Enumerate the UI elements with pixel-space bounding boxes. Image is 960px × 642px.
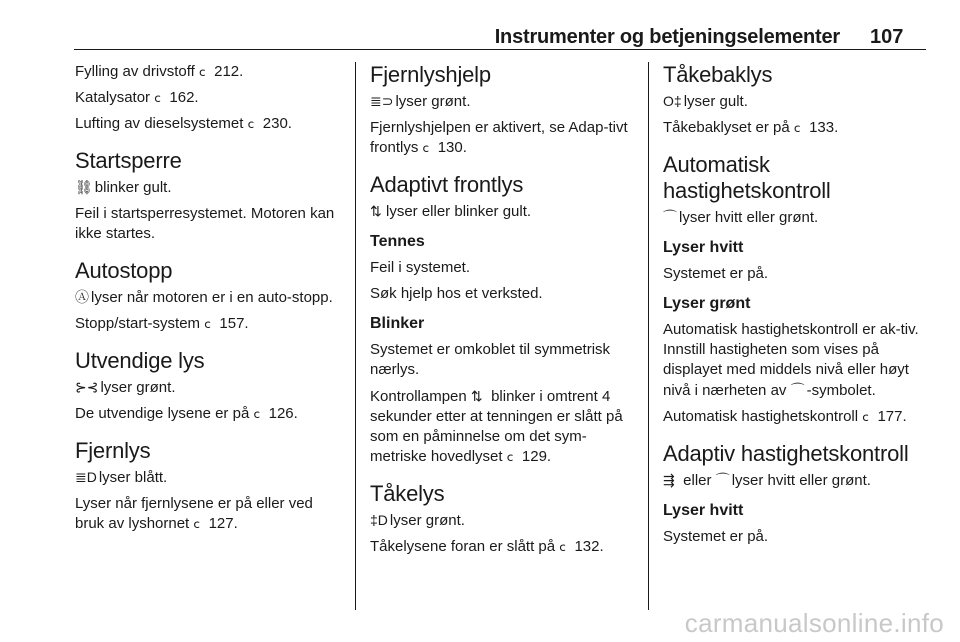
heading-takebaklys: Tåkebaklys	[663, 62, 773, 87]
ref-line-stopstart	[75, 314, 343, 334]
status-text: lyser gult.	[683, 93, 748, 110]
adaptive-cruise-icon: ⇶	[663, 472, 675, 488]
immobiliser-icon: ⛓	[75, 179, 93, 195]
ref-line-text: Kontrollampen	[370, 388, 467, 405]
cruise-control-icon: ⌒	[790, 382, 805, 398]
subheading-lyser-hvitt: Lyser hvitt	[663, 239, 744, 256]
status-line	[663, 91, 935, 112]
ref-line-high-beam	[75, 494, 343, 534]
ref-line-text: Lufting av dieselsystemet	[75, 115, 244, 132]
page-ref-arrow-icon: ⅽ	[253, 407, 261, 421]
ref-line-rear-fog	[663, 118, 935, 138]
status-text: eller	[683, 472, 712, 489]
heading-takelys: Tåkelys	[370, 481, 445, 506]
cruise-control-icon: ⌒	[663, 209, 677, 225]
heading-adaptiv-hastighetskontroll: Adaptiv hastighetskontroll	[663, 441, 909, 466]
page-ref-arrow-icon: ⅽ	[793, 121, 801, 135]
column-1	[75, 62, 343, 540]
status-line	[75, 177, 343, 198]
page-ref-link[interactable]: 162.	[169, 89, 199, 106]
page-ref-arrow-icon: ⅽ	[559, 540, 566, 554]
ref-line-text: De utvendige lysene er på	[75, 405, 250, 422]
body-text: Feil i startsperresystemet. Motoren kan ikke startes.	[75, 205, 335, 242]
column-2	[370, 62, 638, 563]
rear-fog-icon: O‡	[663, 93, 682, 109]
status-text: lyser grønt.	[389, 512, 465, 529]
header-rule	[74, 49, 926, 50]
page-ref-link[interactable]: 177.	[877, 408, 907, 425]
body-text: Systemet er på.	[663, 265, 769, 282]
ref-line-exterior	[75, 404, 343, 424]
status-text: lyser grønt.	[395, 93, 471, 110]
heading-autostopp: Autostopp	[75, 258, 173, 283]
body-text: Systemet er på.	[663, 528, 769, 545]
page-ref-link[interactable]: 130.	[437, 139, 467, 156]
page-ref-arrow-icon: ⅽ	[862, 410, 869, 424]
status-line	[370, 510, 638, 531]
body-text: Søk hjelp hos et verksted.	[370, 285, 543, 302]
heading-fjernlyshjelp: Fjernlyshjelp	[370, 62, 491, 87]
ref-line-diesel	[75, 114, 343, 134]
status-text: lyser blått.	[98, 469, 168, 486]
high-beam-icon: ≣D	[75, 469, 97, 485]
page-ref-link[interactable]: 230.	[262, 115, 292, 132]
adaptive-light-icon: ⇅	[470, 388, 483, 404]
page-ref-arrow-icon: ⅽ	[154, 91, 161, 105]
ref-line-text: Tåkebaklyset er på	[663, 119, 790, 136]
ref-line-fog	[370, 537, 638, 557]
body-text-part: -symbolet.	[806, 382, 876, 399]
ref-line-blinker	[370, 386, 638, 467]
subheading-tennes: Tennes	[370, 233, 425, 250]
status-line	[663, 470, 935, 491]
autostop-icon: Ⓐ	[75, 289, 89, 305]
ref-line-text: Lyser når fjernlysene er på eller ved bruk av lyshornet	[75, 495, 313, 532]
page-number: 107	[870, 26, 904, 48]
ref-line-cruise	[663, 407, 935, 427]
high-beam-assist-icon: ≣⊃	[370, 93, 394, 109]
page-ref-link[interactable]: 129.	[521, 448, 552, 465]
page-ref-link[interactable]: 126.	[268, 405, 298, 422]
watermark: carmanualsonline.info	[684, 608, 944, 638]
page-header-title: Instrumenter og betjeningselementer	[494, 26, 840, 48]
page-ref-link[interactable]: 133.	[809, 119, 839, 136]
status-text: lyser grønt.	[100, 379, 176, 396]
heading-utvendige-lys: Utvendige lys	[75, 348, 205, 373]
front-fog-icon: ‡D	[370, 512, 388, 528]
status-text: lyser hvitt eller grønt.	[679, 209, 819, 226]
status-line	[75, 287, 343, 308]
status-text: lyser når motoren er i en auto-stopp.	[91, 289, 333, 306]
body-text: Feil i systemet.	[370, 259, 471, 276]
status-line	[75, 467, 343, 488]
body-text: Systemet er omkoblet til symmetrisk nærlys.	[370, 341, 611, 378]
body-text	[663, 320, 935, 401]
status-line	[75, 377, 343, 398]
body-text-part: Automatisk hastighetskontroll er ak-tiv. Innstill hastigheten som vises på displayet med middels nivå eller høyt nivå i nærheten av	[663, 321, 919, 399]
cruise-control-icon: ⌒	[715, 472, 730, 488]
page-ref-arrow-icon: ⅽ	[204, 317, 211, 331]
page-ref-link[interactable]: 212.	[214, 63, 244, 80]
page-ref-arrow-icon: ⅽ	[506, 450, 514, 464]
column-3	[663, 62, 935, 553]
side-lights-icon: ⊱⊰	[75, 379, 99, 395]
ref-line-text: blinker i omtrent 4 sekunder etter at tenningen er slått på som en påminnelse om det sym-metriske hovedlyset	[370, 388, 623, 465]
heading-adaptivt-frontlys: Adaptivt frontlys	[370, 172, 524, 197]
ref-line-text: Fjernlyshjelpen er aktivert, se Adap-tivt frontlys	[370, 119, 628, 156]
ref-line-text: Katalysator	[75, 89, 151, 106]
adaptive-light-icon: ⇅	[370, 203, 382, 219]
subheading-lyser-hvitt-2: Lyser hvitt	[663, 502, 744, 519]
heading-automatisk-hastighetskontroll: Automatisk hastighetskontroll	[663, 152, 831, 203]
subheading-lyser-gront: Lyser grønt	[663, 295, 751, 312]
ref-line-text: Automatisk hastighetskontroll	[663, 408, 859, 425]
ref-line-text: Fylling av drivstoff	[75, 63, 195, 80]
ref-line-hb-assist	[370, 118, 638, 158]
ref-line-catalyst	[75, 88, 343, 108]
ref-line-text: Tåkelysene foran er slått på	[370, 538, 556, 555]
subheading-blinker: Blinker	[370, 315, 425, 332]
page-ref-link[interactable]: 127.	[208, 515, 238, 532]
column-divider-2	[648, 62, 649, 610]
status-text: blinker gult.	[94, 179, 172, 196]
status-line	[370, 201, 638, 222]
heading-fjernlys: Fjernlys	[75, 438, 151, 463]
page-ref-link[interactable]: 157.	[219, 315, 249, 332]
column-divider-1	[355, 62, 356, 610]
status-text: lyser hvitt eller grønt.	[731, 472, 871, 489]
page-ref-arrow-icon: ⅽ	[247, 117, 255, 131]
page-ref-link[interactable]: 132.	[574, 538, 604, 555]
status-line	[663, 207, 935, 228]
page-ref-arrow-icon: ⅽ	[193, 517, 201, 531]
heading-startsperre: Startsperre	[75, 148, 182, 173]
status-text: lyser eller blinker gult.	[386, 203, 532, 220]
page-ref-arrow-icon: ⅽ	[422, 141, 430, 155]
page-ref-arrow-icon: ⅽ	[198, 65, 206, 79]
ref-line-fuel	[75, 62, 343, 82]
ref-line-text: Stopp/start-system	[75, 315, 201, 332]
status-line	[370, 91, 638, 112]
